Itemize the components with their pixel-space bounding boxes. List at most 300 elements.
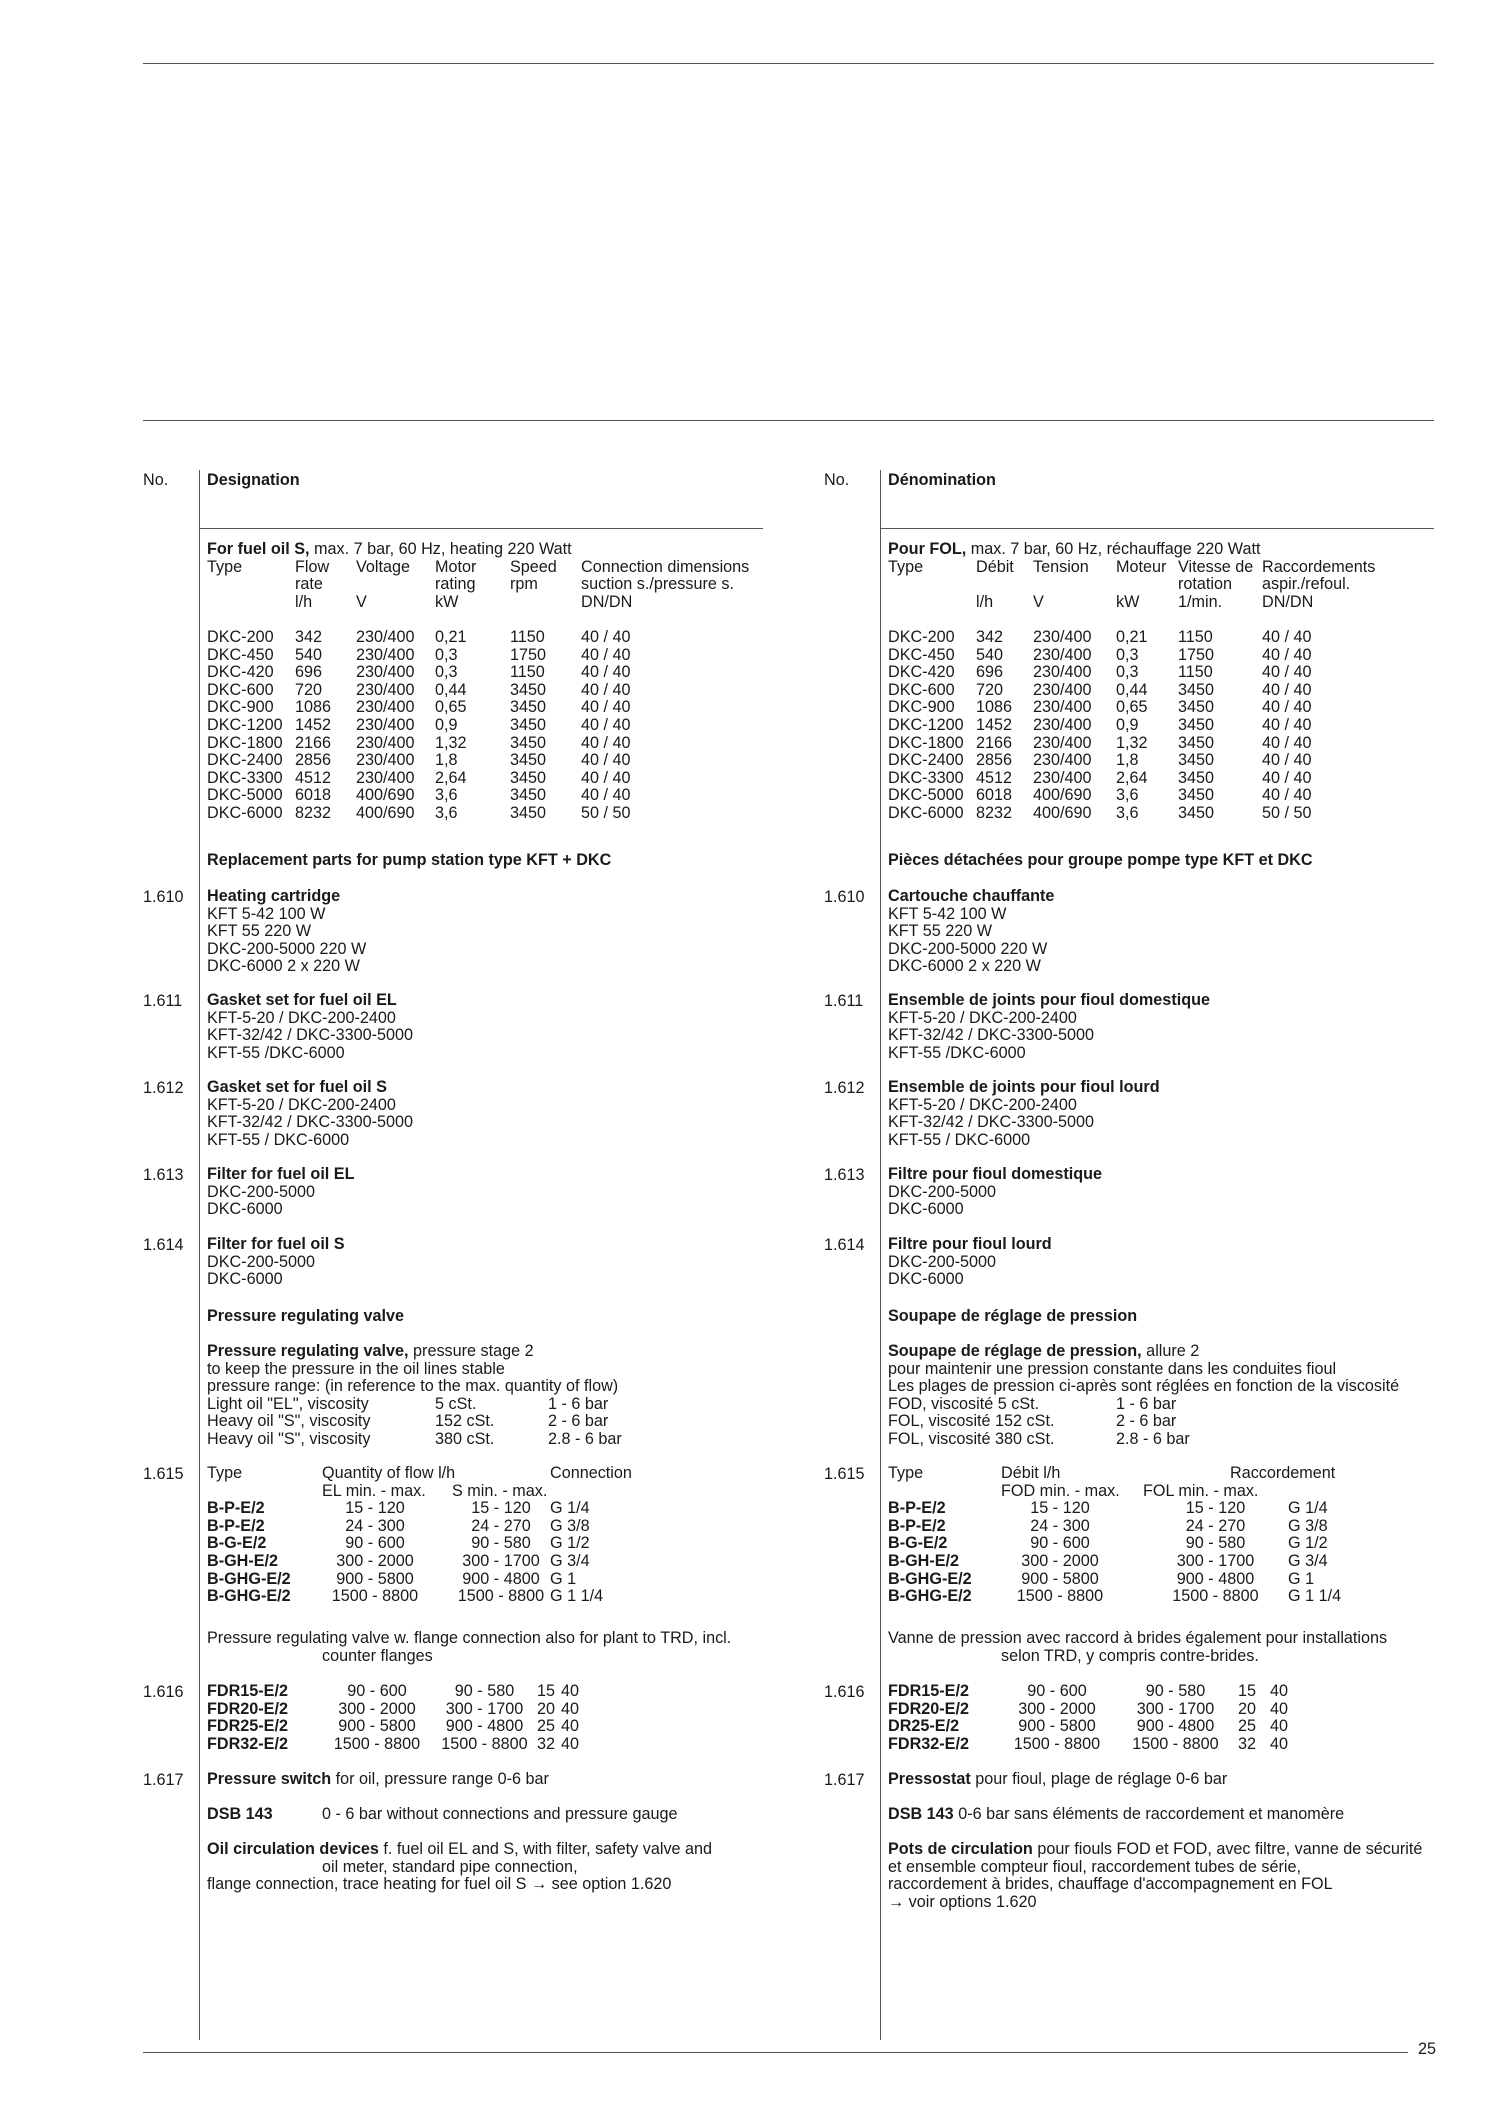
- fdr-type: DR25-E/2: [888, 1717, 960, 1736]
- visc-range: 2 - 6 bar: [1116, 1412, 1177, 1431]
- section-subtitle: max. 7 bar, 60 Hz, réchauffage 220 Watt: [966, 540, 1261, 558]
- table-cell: 1,32: [1116, 733, 1148, 752]
- valve-row: [888, 1588, 1341, 1606]
- th: Connection: [550, 1464, 632, 1482]
- th: kW: [1116, 592, 1140, 611]
- prv-title: Soupape de réglage de pression,: [888, 1342, 1142, 1360]
- item-line: DKC-200-5000: [888, 1182, 996, 1201]
- spec-table-header: [207, 559, 749, 612]
- table-cell: 540: [295, 645, 323, 664]
- fdr-dn2: 40: [1270, 1717, 1289, 1736]
- ocd-text: pour fiouls FOD et FOD, avec filtre, vanne de sécurité: [1032, 1840, 1423, 1858]
- item-line: KFT 5-42 100 W: [888, 904, 1007, 923]
- table-cell: 230/400: [356, 627, 415, 646]
- flow-range-2: 90 - 580: [471, 1534, 531, 1553]
- item-line: DKC-6000: [207, 1200, 283, 1219]
- fdr-dn2: 40: [1270, 1734, 1289, 1753]
- fdr-dn: 15: [1238, 1682, 1257, 1700]
- table-cell: 3450: [510, 786, 547, 805]
- flange-line: Vanne de pression avec raccord à brides également pour installations: [888, 1629, 1388, 1647]
- flange-note-en: [207, 1630, 731, 1665]
- table-cell: 540: [976, 645, 1004, 664]
- fdr-flow-1: 300 - 2000: [1018, 1699, 1096, 1718]
- valve-type: B-GHG-E/2: [207, 1569, 291, 1588]
- fdr-type: FDR20-E/2: [207, 1699, 288, 1718]
- table-cell: 1150: [1178, 627, 1213, 646]
- connection: G 1/2: [1288, 1534, 1328, 1553]
- visc-label: FOD, viscosité 5 cSt.: [888, 1394, 1040, 1413]
- item-title: Filter for fuel oil S: [207, 1235, 345, 1253]
- table-cell: DKC-420: [207, 663, 274, 682]
- table-cell: 40 / 40: [1262, 680, 1312, 699]
- valve-type: B-P-E/2: [207, 1499, 265, 1518]
- fdr-flow-2: 90 - 580: [1145, 1682, 1206, 1700]
- th: Quantity of flow l/h: [322, 1464, 456, 1482]
- item-line: KFT-5-20 / DKC-200-2400: [888, 1095, 1077, 1114]
- table-cell: 0,3: [1116, 645, 1139, 664]
- table-cell: 230/400: [1033, 715, 1092, 734]
- table-cell: 2856: [976, 751, 1013, 770]
- viscosity-row: [207, 1431, 622, 1449]
- ocd-line: raccordement à brides, chauffage d'accompagnement en FOL: [888, 1875, 1333, 1894]
- table-cell: DKC-1200: [888, 715, 964, 734]
- th: Tension: [1033, 557, 1089, 576]
- fdr-table-fr: [888, 1683, 1288, 1753]
- ocd-line: oil meter, standard pipe connection,: [322, 1857, 578, 1876]
- item-line: KFT-55 / DKC-6000: [888, 1130, 1031, 1149]
- prv-heading-en: Pressure regulating valve: [207, 1307, 405, 1325]
- item-no-1615-fr: 1.615: [824, 1465, 865, 1483]
- table-cell: 40 / 40: [581, 645, 631, 664]
- fdr-dn: 25: [537, 1717, 556, 1736]
- visc-range: 2.8 - 6 bar: [548, 1429, 622, 1448]
- item-number: 1.610: [143, 888, 184, 906]
- replacement-item: [207, 888, 366, 976]
- dsb-label: DSB 143: [207, 1805, 273, 1823]
- table-cell: 230/400: [356, 733, 415, 752]
- item-title: Ensemble de joints pour fioul lourd: [888, 1078, 1160, 1096]
- valve-row: [207, 1500, 632, 1518]
- fdr-type: FDR15-E/2: [888, 1682, 969, 1700]
- visc-value: 380 cSt.: [435, 1429, 495, 1448]
- flow-range-1: 15 - 120: [345, 1499, 405, 1518]
- item-number: 1.614: [824, 1236, 865, 1254]
- fdr-flow-2: 900 - 4800: [1136, 1717, 1215, 1736]
- table-cell: 230/400: [1033, 733, 1092, 752]
- th: Débit l/h: [1001, 1464, 1061, 1482]
- fdr-dn: 32: [537, 1734, 556, 1753]
- item-line: KFT-5-20 / DKC-200-2400: [888, 1008, 1077, 1027]
- header-denomination-fr: Dénomination: [888, 471, 996, 489]
- table-cell: 40 / 40: [581, 663, 631, 682]
- item-line: DKC-200-5000 220 W: [888, 939, 1048, 958]
- table-cell: 3450: [1178, 803, 1215, 822]
- item-number: 1.611: [143, 992, 183, 1010]
- oil-circulation-fr: [888, 1841, 1422, 1911]
- spec-table-header: [888, 559, 1375, 612]
- fdr-dn: 32: [1238, 1734, 1257, 1753]
- table-cell: 230/400: [1033, 680, 1092, 699]
- pressure-switch-fr: [888, 1771, 1227, 1789]
- th: rpm: [510, 575, 538, 594]
- table-cell: 40 / 40: [1262, 698, 1312, 717]
- table-cell: 8232: [295, 803, 332, 822]
- table-row: [888, 752, 1375, 770]
- replacement-item: [207, 992, 413, 1062]
- flow-range-1: 90 - 600: [1030, 1534, 1090, 1553]
- th: Motor: [435, 557, 477, 576]
- fdr-flow-2: 900 - 4800: [445, 1717, 524, 1736]
- fdr-flow-2: 1500 - 8800: [441, 1734, 528, 1753]
- pressure-switch-desc: pour fioul, plage de réglage 0-6 bar: [970, 1770, 1228, 1788]
- flange-line: selon TRD, y compris contre-brides.: [1001, 1646, 1259, 1665]
- flow-range-1: 15 - 120: [1030, 1499, 1090, 1518]
- table-row: [888, 629, 1375, 647]
- oil-circulation-en: [207, 1841, 712, 1894]
- valve-type: B-P-E/2: [888, 1499, 946, 1518]
- table-cell: 50 / 50: [1262, 803, 1312, 822]
- section-title: Pour FOL,: [888, 540, 967, 558]
- connection: G 1/4: [1288, 1499, 1328, 1518]
- section-title: For fuel oil S,: [207, 540, 310, 558]
- valve-type: B-P-E/2: [888, 1516, 946, 1535]
- th: suction s./pressure s.: [581, 575, 734, 594]
- table-cell: 40 / 40: [581, 698, 631, 717]
- item-number: 1.610: [824, 888, 865, 906]
- table-cell: 1150: [510, 663, 545, 682]
- th: Type: [207, 1464, 243, 1482]
- table-cell: 1750: [1178, 645, 1215, 664]
- prv-line: pour maintenir une pression constante dans les conduites fioul: [888, 1359, 1337, 1378]
- visc-range: 2.8 - 6 bar: [1116, 1429, 1190, 1448]
- ocd-line: flange connection, trace heating for fuel oil S → see option 1.620: [207, 1875, 672, 1894]
- th: rate: [295, 575, 323, 594]
- table-cell: DKC-1800: [888, 733, 964, 752]
- fdr-flow-1: 300 - 2000: [338, 1699, 416, 1718]
- table-cell: 3450: [1178, 751, 1215, 770]
- subheader-rule-fr: [880, 528, 1434, 529]
- visc-range: 1 - 6 bar: [548, 1394, 609, 1413]
- flow-range-2: 90 - 580: [1185, 1534, 1246, 1553]
- replacement-heading-en: Replacement parts for pump station type KFT + DKC: [207, 851, 612, 869]
- table-cell: 3,6: [435, 803, 458, 822]
- flow-range-1: 300 - 2000: [336, 1551, 414, 1570]
- table-row: [207, 717, 749, 735]
- table-cell: 2166: [976, 733, 1013, 752]
- col-divider-en: [199, 470, 200, 2040]
- visc-label: FOL, viscosité 380 cSt.: [888, 1429, 1055, 1448]
- table-cell: 3450: [510, 803, 547, 822]
- header-designation-en: Designation: [207, 471, 300, 489]
- flow-range-1: 1500 - 8800: [331, 1587, 419, 1606]
- table-cell: 230/400: [1033, 627, 1092, 646]
- table-cell: 342: [295, 627, 323, 646]
- table-cell: 40 / 40: [581, 768, 631, 787]
- header-no-fr: No.: [824, 471, 850, 489]
- table-cell: 40 / 40: [581, 786, 631, 805]
- fdr-dn: 25: [1238, 1717, 1257, 1736]
- dsb-line-fr: [888, 1806, 1344, 1824]
- table-cell: DKC-5000: [207, 786, 283, 805]
- item-line: DKC-6000: [207, 1270, 283, 1289]
- valve-row: [207, 1571, 632, 1589]
- fdr-type: FDR20-E/2: [888, 1699, 969, 1718]
- table-row: [888, 664, 1375, 682]
- fdr-flow-2: 90 - 580: [454, 1682, 515, 1700]
- table-cell: 3450: [1178, 680, 1215, 699]
- table-cell: 3450: [1178, 733, 1215, 752]
- table-cell: 400/690: [356, 803, 415, 822]
- visc-range: 2 - 6 bar: [548, 1412, 609, 1431]
- valve-type: B-G-E/2: [888, 1534, 948, 1553]
- flange-note-fr: [888, 1630, 1387, 1665]
- th: kW: [435, 592, 459, 611]
- table-cell: 0,9: [1116, 715, 1139, 734]
- table-cell: 3,6: [435, 786, 458, 805]
- th: V: [1033, 592, 1044, 611]
- item-line: KFT-32/42 / DKC-3300-5000: [207, 1113, 414, 1132]
- th: FOL min. - max.: [1143, 1481, 1259, 1500]
- item-line: KFT 55 220 W: [207, 922, 312, 941]
- th: l/h: [295, 592, 313, 611]
- spec-table-body: [207, 629, 749, 823]
- table-cell: 3,6: [1116, 786, 1139, 805]
- table-cell: 40 / 40: [1262, 627, 1312, 646]
- table-cell: 40 / 40: [1262, 663, 1312, 682]
- fdr-flow-1: 900 - 5800: [1018, 1717, 1096, 1736]
- item-line: DKC-6000 2 x 220 W: [888, 957, 1041, 976]
- flange-line: Pressure regulating valve w. flange connection also for plant to TRD, incl.: [207, 1629, 732, 1647]
- th: S min. - max.: [452, 1481, 548, 1500]
- item-line: DKC-200-5000: [888, 1252, 996, 1271]
- valve-row: [207, 1588, 632, 1606]
- header-no-en: No.: [143, 471, 169, 489]
- flow-range-1: 1500 - 8800: [1016, 1587, 1104, 1606]
- table-cell: DKC-200: [888, 627, 955, 646]
- replacement-item: [888, 1236, 1052, 1289]
- connection: G 1/4: [550, 1499, 590, 1518]
- connection: G 3/4: [550, 1551, 590, 1570]
- table-cell: 400/690: [356, 786, 415, 805]
- valve-row: [888, 1518, 1341, 1536]
- prv-line: pressure range: (in reference to the max. quantity of flow): [207, 1377, 619, 1396]
- table-cell: DKC-1200: [207, 715, 283, 734]
- th: rating: [435, 575, 476, 594]
- item-line: KFT-5-20 / DKC-200-2400: [207, 1095, 396, 1114]
- table-cell: 3450: [510, 715, 547, 734]
- item-line: KFT-55 /DKC-6000: [207, 1043, 345, 1062]
- item-no-1616-fr: 1.616: [824, 1683, 865, 1701]
- prv-line: Les plages de pression ci-après sont réglées en fonction de la viscosité: [888, 1377, 1400, 1396]
- replacement-heading-fr: Pièces détachées pour groupe pompe type KFT et DKC: [888, 851, 1313, 869]
- fdr-type: FDR15-E/2: [207, 1682, 288, 1700]
- fdr-type: FDR25-E/2: [207, 1717, 288, 1736]
- valve-row: [207, 1518, 632, 1536]
- table-cell: 3450: [510, 680, 547, 699]
- th: Voltage: [356, 557, 411, 576]
- item-line: DKC-200-5000 220 W: [207, 939, 367, 958]
- table-row: [207, 629, 749, 647]
- th: l/h: [976, 592, 994, 611]
- dsb-text: 0-6 bar sans éléments de raccordement et manomère: [958, 1805, 1345, 1823]
- fdr-flow-1: 1500 - 8800: [1013, 1734, 1101, 1753]
- connection: G 1 1/4: [1288, 1587, 1342, 1606]
- table-cell: 230/400: [356, 751, 415, 770]
- fdr-row: [888, 1736, 1288, 1754]
- table-cell: 2856: [295, 751, 332, 770]
- table-cell: 40 / 40: [581, 680, 631, 699]
- flow-range-2: 1500 - 8800: [457, 1587, 545, 1606]
- valve-table-en: [207, 1465, 632, 1606]
- flow-range-1: 24 - 300: [1030, 1516, 1090, 1535]
- th: V: [356, 592, 367, 611]
- table-row: [207, 699, 749, 717]
- flow-range-2: 300 - 1700: [1176, 1551, 1255, 1570]
- table-cell: 40 / 40: [1262, 715, 1312, 734]
- ocd-text: f. fuel oil EL and S, with filter, safety valve and: [378, 1840, 713, 1858]
- pressure-switch-en: [207, 1771, 549, 1789]
- valve-table-fr: [888, 1465, 1341, 1606]
- flow-range-1: 900 - 5800: [1021, 1569, 1099, 1588]
- table-cell: 3450: [510, 733, 547, 752]
- th: Vitesse de: [1178, 557, 1254, 576]
- item-title: Filtre pour fioul lourd: [888, 1235, 1052, 1253]
- flow-range-1: 900 - 5800: [336, 1569, 414, 1588]
- table-cell: 3450: [1178, 715, 1215, 734]
- connection: G 1 1/4: [550, 1587, 604, 1606]
- prv-title-rest: pressure stage 2: [408, 1342, 534, 1360]
- table-cell: 6018: [295, 786, 332, 805]
- prv-title: Pressure regulating valve,: [207, 1342, 409, 1360]
- ocd-line: et ensemble compteur fioul, raccordement tubes de série,: [888, 1857, 1301, 1876]
- item-title: Cartouche chauffante: [888, 887, 1055, 905]
- table-cell: 1150: [510, 627, 545, 646]
- table-cell: 40 / 40: [581, 733, 631, 752]
- valve-type: B-GH-E/2: [888, 1551, 960, 1570]
- fdr-dn: 20: [537, 1699, 556, 1718]
- valve-type: B-G-E/2: [207, 1534, 267, 1553]
- viscosity-row: [888, 1413, 1399, 1431]
- item-number: 1.612: [824, 1079, 865, 1097]
- table-row: [207, 787, 749, 805]
- table-row: [888, 735, 1375, 753]
- table-cell: DKC-200: [207, 627, 274, 646]
- fdr-dn2: 40: [561, 1734, 580, 1753]
- spec-table-body: [888, 629, 1375, 823]
- prv-title-rest: allure 2: [1141, 1342, 1200, 1360]
- table-cell: DKC-6000: [207, 803, 283, 822]
- ocd-title: Pots de circulation: [888, 1840, 1033, 1858]
- item-line: KFT-5-20 / DKC-200-2400: [207, 1008, 396, 1027]
- viscosity-table: [207, 1396, 622, 1449]
- table-row: [207, 664, 749, 682]
- item-no-1615-en: 1.615: [143, 1465, 184, 1483]
- item-number: 1.613: [824, 1166, 865, 1184]
- table-cell: DKC-3300: [207, 768, 283, 787]
- table-cell: 230/400: [356, 698, 415, 717]
- page-number: 25: [1418, 2040, 1437, 2058]
- th: EL min. - max.: [322, 1481, 426, 1500]
- table-cell: DKC-2400: [207, 751, 283, 770]
- fdr-row: [207, 1718, 579, 1736]
- visc-value: 152 cSt.: [435, 1412, 495, 1431]
- pressure-switch-title: Pressure switch: [207, 1770, 332, 1788]
- table-cell: 8232: [976, 803, 1013, 822]
- table-cell: 230/400: [356, 645, 415, 664]
- table-cell: 400/690: [1033, 786, 1092, 805]
- valve-row: [888, 1571, 1341, 1589]
- fdr-dn2: 40: [561, 1699, 580, 1718]
- table-cell: 4512: [295, 768, 332, 787]
- table-row: [207, 805, 749, 823]
- table-cell: 720: [976, 680, 1004, 699]
- viscosity-row: [207, 1413, 622, 1431]
- flange-line: counter flanges: [322, 1646, 433, 1665]
- prv-heading-fr: Soupape de réglage de pression: [888, 1307, 1138, 1325]
- item-line: DKC-6000 2 x 220 W: [207, 957, 360, 976]
- fdr-dn2: 40: [1270, 1682, 1289, 1700]
- item-line: DKC-6000: [888, 1270, 964, 1289]
- visc-label: Light oil "EL", viscosity: [207, 1394, 369, 1413]
- fdr-flow-1: 90 - 600: [347, 1682, 407, 1700]
- table-cell: 230/400: [356, 680, 415, 699]
- valve-row: [888, 1553, 1341, 1571]
- table-cell: 50 / 50: [581, 803, 631, 822]
- valve-type: B-GHG-E/2: [207, 1587, 291, 1606]
- connection: G 1: [550, 1569, 577, 1588]
- item-line: KFT-55 / DKC-6000: [207, 1130, 350, 1149]
- table-cell: DKC-5000: [888, 786, 964, 805]
- th: DN/DN: [1262, 592, 1314, 611]
- item-number: 1.612: [143, 1079, 184, 1097]
- fdr-row: [888, 1701, 1288, 1719]
- flow-range-2: 900 - 4800: [1176, 1569, 1255, 1588]
- table-cell: 230/400: [356, 663, 415, 682]
- prv-block-en: [207, 1343, 622, 1449]
- table-cell: DKC-2400: [888, 751, 964, 770]
- connection: G 3/8: [550, 1516, 590, 1535]
- th: Type: [888, 1464, 924, 1482]
- fdr-flow-2: 1500 - 8800: [1132, 1734, 1219, 1753]
- valve-row: [207, 1553, 632, 1571]
- table-cell: 230/400: [1033, 698, 1092, 717]
- prv-block-fr: [888, 1343, 1399, 1449]
- flow-range-2: 900 - 4800: [462, 1569, 540, 1588]
- connection: G 1/2: [550, 1534, 590, 1553]
- table-cell: 3450: [1178, 786, 1215, 805]
- visc-value: 5 cSt.: [435, 1394, 477, 1413]
- table-cell: 400/690: [1033, 803, 1092, 822]
- item-line: DKC-200-5000: [207, 1182, 315, 1201]
- flow-range-1: 24 - 300: [345, 1516, 405, 1535]
- table-row: [888, 805, 1375, 823]
- table-cell: 3,6: [1116, 803, 1139, 822]
- table-cell: 6018: [976, 786, 1013, 805]
- pressure-switch-desc: for oil, pressure range 0-6 bar: [331, 1770, 549, 1788]
- table-cell: 1452: [295, 715, 332, 734]
- table-cell: 230/400: [356, 715, 415, 734]
- th: Speed: [510, 557, 557, 576]
- viscosity-row: [888, 1396, 1399, 1414]
- fdr-flow-1: 900 - 5800: [338, 1717, 416, 1736]
- replacement-item: [207, 1236, 345, 1289]
- valve-row: [888, 1500, 1341, 1518]
- valve-type: B-P-E/2: [207, 1516, 265, 1535]
- table-cell: DKC-3300: [888, 768, 964, 787]
- table-row: [888, 717, 1375, 735]
- valve-type: B-GHG-E/2: [888, 1587, 972, 1606]
- bottom-rule: [143, 2052, 1408, 2053]
